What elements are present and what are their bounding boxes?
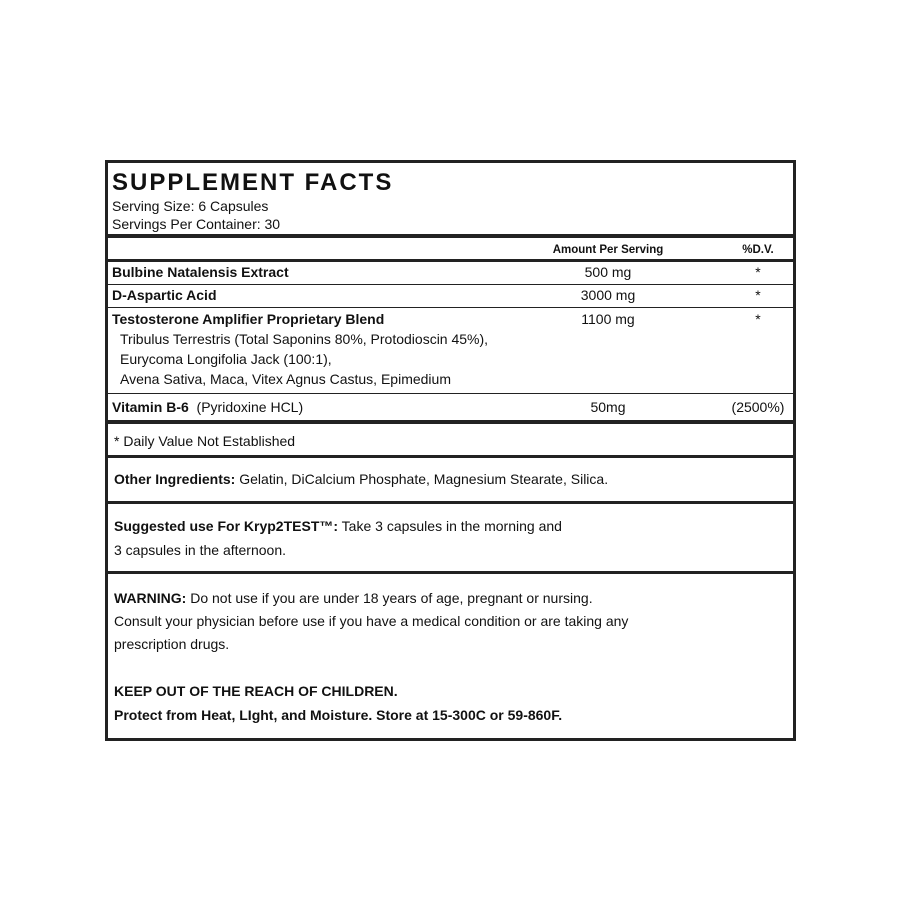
ingredient-row	[108, 263, 793, 283]
ingredient-amount: 50mg	[590, 399, 626, 415]
ingredient-dv: *	[755, 287, 761, 303]
other-ingredients	[114, 467, 787, 491]
divider-thin	[108, 307, 793, 308]
divider-medium	[108, 501, 793, 504]
divider-thick	[108, 234, 793, 238]
blend-detail-line: Tribulus Terrestris (Total Saponins 80%, Protodioscin 45%),	[120, 331, 489, 347]
divider-thick	[108, 420, 793, 424]
ingredient-amount: 1100 mg	[581, 311, 635, 327]
divider-thin	[108, 393, 793, 394]
header-amount-per-serving: Amount Per Serving	[552, 244, 664, 256]
ingredient-name	[112, 398, 303, 417]
divider-header	[108, 259, 793, 262]
ingredient-row	[108, 286, 793, 306]
other-ingredients-text: Gelatin, DiCalcium Phosphate, Magnesium Stearate, Silica.	[235, 471, 609, 487]
warning	[114, 586, 787, 610]
blend-detail-line: Eurycoma Longifolia Jack (100:1),	[120, 351, 332, 367]
ingredient-qualifier: (Pyridoxine HCL)	[196, 399, 304, 415]
supplement-facts-panel	[105, 160, 796, 741]
header-daily-value: %D.V.	[742, 244, 774, 256]
serving-size: Serving Size: 6 Capsules	[112, 198, 269, 214]
warning-line1: Do not use if you are under 18 years of age, pregnant or nursing.	[186, 590, 593, 606]
ingredient-dv: *	[755, 264, 761, 280]
keep-out-notice: KEEP OUT OF THE REACH OF CHILDREN.	[114, 683, 398, 699]
blend-detail-line: Avena Sativa, Maca, Vitex Agnus Castus, Epimedium	[120, 371, 451, 387]
suggested-use-line1: Take 3 capsules in the morning and	[338, 518, 562, 534]
warning-line3: prescription drugs.	[114, 636, 230, 652]
ingredient-name: Testosterone Amplifier Proprietary Blend	[112, 311, 385, 327]
suggested-use	[114, 514, 787, 538]
ingredient-dv: *	[755, 311, 761, 327]
divider-medium	[108, 571, 793, 574]
ingredient-name-text: Vitamin B-6	[112, 399, 189, 415]
ingredient-row	[108, 398, 793, 418]
panel-title: SUPPLEMENT FACTS	[112, 169, 394, 196]
ingredient-name: D-Aspartic Acid	[112, 287, 217, 303]
ingredient-dv: (2500%)	[731, 399, 785, 415]
servings-per-container: Servings Per Container: 30	[112, 216, 281, 232]
footnote: * Daily Value Not Established	[114, 433, 296, 449]
warning-label: WARNING:	[114, 590, 187, 606]
warning-line2: Consult your physician before use if you have a medical condition or are taking any	[114, 613, 629, 629]
other-ingredients-label: Other Ingredients:	[114, 471, 236, 487]
divider-medium	[108, 455, 793, 458]
suggested-use-line2: 3 capsules in the afternoon.	[114, 542, 287, 558]
ingredient-amount: 500 mg	[584, 264, 632, 280]
storage-notice: Protect from Heat, LIght, and Moisture. Store at 15-300C or 59-860F.	[114, 707, 563, 723]
ingredient-name: Bulbine Natalensis Extract	[112, 264, 289, 280]
divider-thin	[108, 284, 793, 285]
suggested-use-label: Suggested use For Kryp2TEST™:	[114, 518, 339, 534]
ingredient-amount: 3000 mg	[580, 287, 636, 303]
